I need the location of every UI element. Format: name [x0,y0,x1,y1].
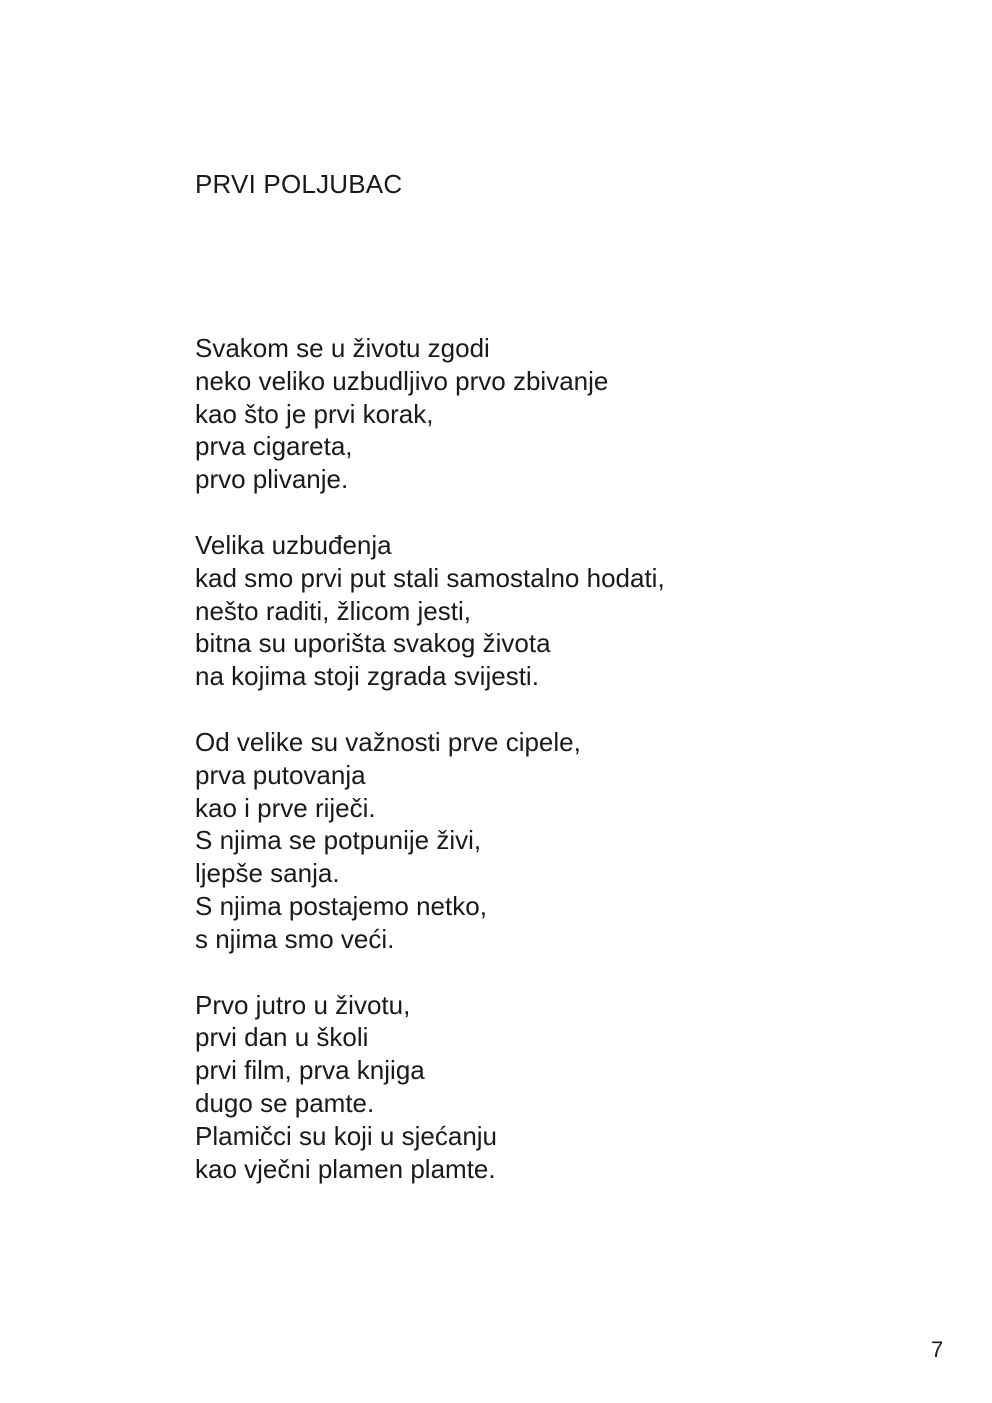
poem-line: prvi film, prva knjiga [195,1055,425,1086]
page-number: 7 [931,1337,944,1362]
poem-title: PRVI POLJUBAC [195,169,403,199]
poem-line: ljepše sanja. [195,858,340,889]
poem-body [195,332,895,1218]
poem-line: nešto raditi, žlicom jesti, [195,595,471,626]
poem-line: S njima postajemo netko, [195,890,487,921]
stanza-4 [195,989,895,1186]
poem-line: s njima smo veći. [195,923,395,954]
poem-line: neko veliko uzbudljivo prvo zbivanje [195,365,609,396]
poem-line: kao vječni plamen plamte. [195,1153,496,1184]
stanza-3 [195,726,895,956]
poem-line: kao što je prvi korak, [195,398,434,429]
poem-line: prvi dan u školi [195,1022,369,1053]
stanza-2 [195,529,895,693]
poem-line: bitna su uporišta svakog života [195,628,551,659]
poem-line: kad smo prvi put stali samostalno hodati, [195,562,665,593]
poem-line: na kojima stoji zgrada svijesti. [195,661,539,692]
poem-line: dugo se pamte. [195,1087,375,1118]
poem-line: Prvo jutro u životu, [195,989,411,1020]
poem-line: prvo plivanje. [195,464,349,495]
poem-line: S njima se potpunije živi, [195,825,482,856]
stanza-1 [195,332,895,496]
poem-line: Svakom se u životu zgodi [195,333,490,363]
poem-line: prva putovanja [195,759,366,790]
poem-line: prva cigareta, [195,431,353,462]
poem-line: Plamičci su koji u sjećanju [195,1120,498,1151]
poem-line: Od velike su važnosti prve cipele, [195,726,581,757]
poem-line: Velika uzbuđenja [195,529,392,560]
poem-line: kao i prve riječi. [195,792,376,823]
